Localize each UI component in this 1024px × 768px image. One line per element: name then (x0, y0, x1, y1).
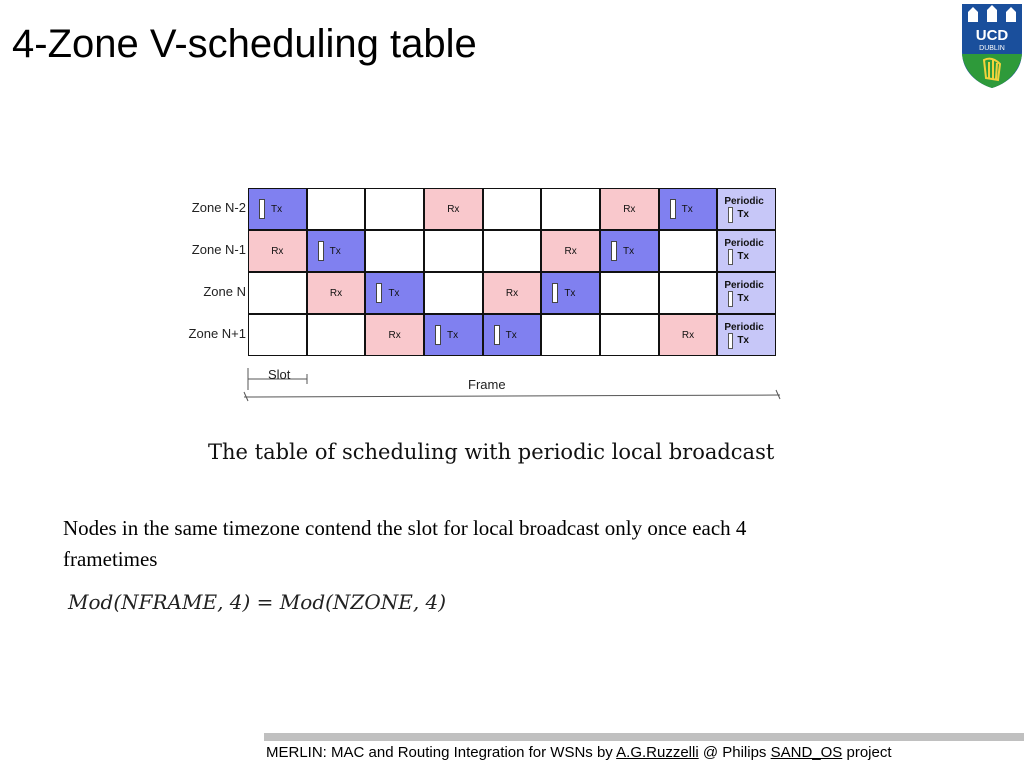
cell-empty (365, 188, 424, 230)
tx-arrow-icon (670, 199, 676, 219)
slot-label: Slot (268, 367, 291, 382)
cell-periodic-tx (717, 314, 776, 356)
periodic-tx-text: Tx (737, 209, 749, 220)
cell-label: Tx (329, 245, 341, 257)
cell-label: Tx (505, 329, 517, 341)
periodic-tx-label (724, 291, 749, 307)
cell-tx (307, 230, 366, 272)
cell-empty (483, 230, 542, 272)
cell-periodic-tx (717, 272, 776, 314)
dimension-lines (240, 366, 790, 406)
periodic-arrow-icon (728, 249, 733, 265)
zone-label-n-2: Zone N-2 (191, 200, 246, 215)
cell-empty (424, 272, 483, 314)
cell-rx (248, 230, 307, 272)
cell-label: Rx (564, 245, 577, 257)
cell-empty (600, 272, 659, 314)
cell-empty (248, 314, 307, 356)
cell-empty (541, 314, 600, 356)
periodic-tx-label (724, 207, 749, 223)
cell-label: Rx (505, 287, 519, 299)
cell-rx (424, 188, 483, 230)
cell-empty (659, 272, 718, 314)
periodic-tx-text: Tx (737, 335, 749, 346)
cell-empty (365, 230, 424, 272)
footer-text (266, 744, 892, 761)
cell-rx (365, 314, 424, 356)
periodic-label: Periodic (724, 321, 764, 333)
cell-rx (659, 314, 718, 356)
ucd-logo (960, 2, 1024, 90)
cell-label: Rx (447, 203, 460, 215)
footer-prefix: MERLIN: MAC and Routing Integration for WSNs by (266, 744, 617, 761)
cell-periodic-tx (717, 230, 776, 272)
tx-arrow-icon (611, 241, 617, 261)
cell-label: Tx (271, 203, 283, 215)
scheduling-table (248, 188, 776, 356)
cell-empty (424, 230, 483, 272)
zone-label-n-1: Zone N-1 (191, 242, 246, 257)
tx-arrow-icon (259, 199, 265, 219)
footer-suffix: project (842, 744, 892, 761)
periodic-arrow-icon (728, 291, 733, 307)
cell-rx (541, 230, 600, 272)
cell-label: Tx (388, 287, 400, 299)
logo-text-ucd: UCD (975, 27, 1009, 44)
cell-empty (248, 272, 307, 314)
cell-rx (307, 272, 366, 314)
cell-tx (659, 188, 718, 230)
cell-tx (424, 314, 483, 356)
cell-label: Rx (681, 329, 695, 341)
logo-text-dublin: DUBLIN (979, 45, 1005, 52)
footer-middle: @ Philips (698, 744, 771, 761)
cell-label: Tx (564, 287, 576, 299)
cell-label: Tx (447, 329, 459, 341)
periodic-arrow-icon (728, 207, 733, 223)
cell-label: Rx (271, 245, 284, 257)
formula: Mod(NFRAME, 4) = Mod(NZONE, 4) (68, 590, 447, 614)
periodic-tx-label (724, 249, 749, 265)
zone-label-n: Zone N (203, 284, 246, 299)
cell-label: Tx (623, 245, 635, 257)
body-text: Nodes in the same timezone contend the slot for local broadcast only once each 4 frametimes (63, 516, 747, 571)
tx-arrow-icon (318, 241, 324, 261)
footer-author: A.G.Ruzzelli (616, 744, 699, 761)
cell-tx (541, 272, 600, 314)
cell-tx (600, 230, 659, 272)
cell-empty (483, 188, 542, 230)
periodic-tx-text: Tx (737, 251, 749, 262)
frame-label: Frame (468, 377, 506, 392)
periodic-label: Periodic (724, 195, 764, 207)
cell-tx (248, 188, 307, 230)
periodic-label: Periodic (724, 279, 764, 291)
slide-title: 4-Zone V-scheduling table (12, 22, 477, 66)
cell-label: Tx (681, 203, 693, 215)
cell-empty (307, 188, 366, 230)
periodic-tx-label (724, 333, 749, 349)
footer-bar (264, 733, 1024, 741)
cell-empty (600, 314, 659, 356)
cell-periodic-tx (717, 188, 776, 230)
zone-label-n+1: Zone N+1 (188, 326, 246, 341)
periodic-label: Periodic (724, 237, 764, 249)
cell-label: Rx (329, 287, 343, 299)
footer-project: SAND_OS (770, 744, 843, 761)
cell-label: Rx (388, 329, 401, 341)
periodic-arrow-icon (728, 333, 733, 349)
cell-rx (600, 188, 659, 230)
tx-arrow-icon (376, 283, 382, 303)
cell-tx (483, 314, 542, 356)
cell-empty (307, 314, 366, 356)
cell-empty (659, 230, 718, 272)
tx-arrow-icon (552, 283, 558, 303)
cell-empty (541, 188, 600, 230)
cell-label: Rx (623, 203, 636, 215)
periodic-tx-text: Tx (737, 293, 749, 304)
cell-rx (483, 272, 542, 314)
tx-arrow-icon (494, 325, 500, 345)
figure-caption: The table of scheduling with periodic local broadcast (208, 440, 775, 464)
cell-tx (365, 272, 424, 314)
tx-arrow-icon (435, 325, 441, 345)
